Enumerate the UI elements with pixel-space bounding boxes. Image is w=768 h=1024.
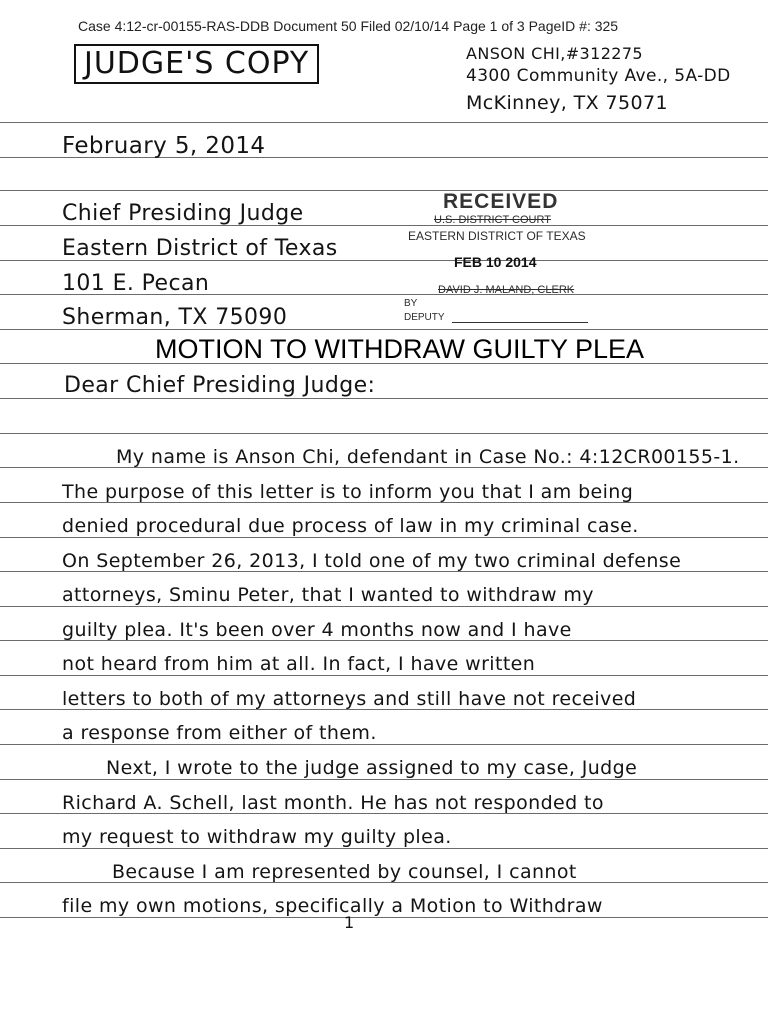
stamp-court: U.S. DISTRICT COURT bbox=[434, 214, 551, 226]
body-line: denied procedural due process of law in my criminal case. bbox=[62, 515, 639, 537]
body-line: Richard A. Schell, last month. He has not responded to bbox=[62, 792, 604, 814]
body-line: guilty plea. It's been over 4 months now and I have bbox=[62, 619, 572, 641]
motion-title: MOTION TO WITHDRAW GUILTY PLEA bbox=[155, 334, 645, 364]
salutation: Dear Chief Presiding Judge: bbox=[64, 373, 376, 398]
body-line: Because I am represented by counsel, I cannot bbox=[112, 861, 577, 883]
page-number: 1 bbox=[344, 913, 355, 932]
body-line: The purpose of this letter is to inform you that I am being bbox=[62, 481, 634, 503]
recipient-street: 101 E. Pecan bbox=[62, 271, 210, 296]
sender-street: 4300 Community Ave., 5A-DD bbox=[466, 66, 731, 86]
ruled-line bbox=[0, 917, 768, 918]
recipient-title: Chief Presiding Judge bbox=[62, 201, 304, 226]
ruled-line bbox=[0, 537, 768, 538]
body-line: attorneys, Sminu Peter, that I wanted to withdraw my bbox=[62, 584, 594, 606]
body-line: file my own motions, specifically a Motion to Withdraw bbox=[62, 895, 603, 917]
ruled-line bbox=[0, 398, 768, 399]
stamp-district: EASTERN DISTRICT OF TEXAS bbox=[408, 229, 586, 243]
ruled-line bbox=[0, 190, 768, 191]
body-line: not heard from him at all. In fact, I have written bbox=[62, 653, 536, 675]
ruled-line bbox=[0, 744, 768, 745]
ruled-line bbox=[0, 779, 768, 780]
stamp-clerk: DAVID J. MALAND, CLERK bbox=[438, 284, 575, 296]
stamp-by: BY bbox=[404, 298, 418, 309]
body-line: a response from either of them. bbox=[62, 722, 377, 744]
ruled-line bbox=[0, 675, 768, 676]
sender-name: ANSON CHI,#312275 bbox=[466, 44, 644, 63]
body-line: letters to both of my attorneys and still have not received bbox=[62, 688, 637, 710]
ruled-line bbox=[0, 606, 768, 607]
body-line: Next, I wrote to the judge assigned to my case, Judge bbox=[106, 757, 638, 779]
case-header: Case 4:12-cr-00155-RAS-DDB Document 50 Filed 02/10/14 Page 1 of 3 PageID #: 325 bbox=[78, 18, 619, 34]
ruled-line bbox=[0, 433, 768, 434]
stamp-received: RECEIVED bbox=[443, 190, 559, 213]
ruled-line bbox=[0, 122, 768, 123]
stamp-date: FEB 10 2014 bbox=[454, 254, 537, 270]
body-line: On September 26, 2013, I told one of my two criminal defense bbox=[62, 550, 682, 572]
judges-copy-label: JUDGE'S COPY bbox=[74, 44, 319, 84]
letter-date: February 5, 2014 bbox=[62, 133, 266, 159]
recipient-city: Sherman, TX 75090 bbox=[62, 305, 288, 330]
body-line: my request to withdraw my guilty plea. bbox=[62, 826, 452, 848]
stamp-deputy: DEPUTY bbox=[404, 312, 445, 323]
stamp-deputy-line bbox=[452, 322, 588, 323]
sender-city: McKinney, TX 75071 bbox=[466, 92, 668, 114]
recipient-district: Eastern District of Texas bbox=[62, 236, 338, 261]
ruled-line bbox=[0, 848, 768, 849]
body-line: My name is Anson Chi, defendant in Case No.: 4:12CR00155-1. bbox=[116, 446, 740, 468]
